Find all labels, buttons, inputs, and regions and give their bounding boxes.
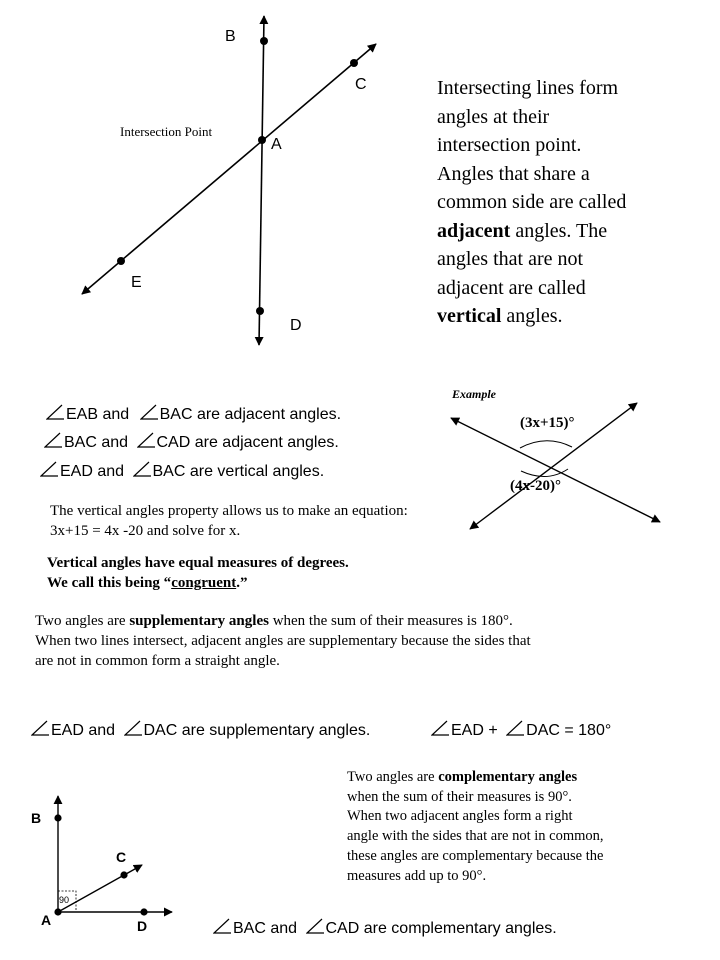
angle-symbol-icon — [44, 432, 63, 448]
angle-symbol-icon — [140, 404, 159, 420]
complementary-paragraph — [347, 768, 604, 886]
example-title: Example — [452, 387, 496, 401]
vertical-term: vertical — [437, 305, 502, 327]
point-e — [117, 257, 125, 265]
supp-text-a: Two angles are — [35, 613, 130, 629]
congruent-line-2 — [47, 573, 349, 593]
angle-symbol-icon — [506, 720, 525, 736]
fig2-label-a: A — [41, 912, 52, 928]
statement-part: DAC are supplementary angles. — [143, 722, 371, 739]
supplementary-line-1 — [35, 611, 531, 631]
point-d — [256, 307, 264, 315]
ray-ac — [58, 865, 142, 912]
supplementary-line-2: When two lines intersect, adjacent angles are supplementary because the sides that — [35, 633, 531, 649]
congruent-line-2-b: .” — [236, 575, 248, 591]
congruent-note — [47, 553, 349, 593]
angle-symbol-icon — [431, 720, 450, 736]
line-ec — [82, 44, 376, 294]
vertical-property-line: The vertical angles property allows us to make an equation: — [50, 503, 408, 519]
complementary-line-6: measures add up to 90°. — [347, 867, 487, 884]
complementary-line-3: When two adjacent angles form a right — [347, 808, 573, 825]
point2-b — [54, 814, 61, 821]
statement-part: DAC = 180° — [526, 722, 612, 739]
angle-symbol-icon — [46, 404, 65, 420]
congruent-term: congruent — [171, 575, 237, 591]
congruent-line-1: Vertical angles have equal measures of degrees. — [47, 555, 349, 571]
intro-text-2: angles. The angles that are not adjacent are called — [437, 219, 608, 299]
statement-part: BAC are adjacent angles. — [159, 406, 342, 423]
point-c — [350, 59, 358, 67]
angle-symbol-icon — [133, 461, 152, 477]
fig2-label-b: B — [31, 810, 42, 826]
point-a — [258, 136, 266, 144]
point-b — [260, 37, 268, 45]
example-top-arc — [520, 441, 572, 448]
supp-text-b: when the sum of their measures is 180°. — [268, 613, 513, 629]
fig2-label-d: D — [137, 918, 148, 934]
example-bottom-angle: (4x-20)° — [510, 478, 561, 494]
comp-text-a: Two angles are — [347, 769, 439, 785]
angle-symbol-icon — [137, 432, 156, 448]
statement-part: EAB and — [66, 406, 130, 423]
label-e: E — [131, 274, 142, 291]
point2-c — [120, 871, 127, 878]
statement-adjacent-1 — [46, 404, 341, 424]
right-angle-label: 90 — [59, 895, 70, 905]
supplementary-term: supplementary angles — [129, 613, 269, 629]
complementary-line-5: these angles are complementary because the — [347, 847, 604, 864]
intersection-point-label: Intersection Point — [120, 124, 213, 139]
statement-part: BAC are vertical angles. — [152, 463, 325, 480]
vertical-property-text — [50, 501, 408, 541]
supplementary-line-3: are not in common form a straight angle. — [35, 653, 280, 669]
statement-adjacent-2 — [44, 432, 339, 452]
statement-part: BAC and — [233, 920, 298, 937]
complementary-line-4: angle with the sides that are not in common, — [347, 828, 604, 845]
complementary-term: complementary angles — [438, 769, 578, 785]
angle-symbol-icon — [124, 720, 143, 736]
statement-vertical — [40, 461, 324, 481]
line-bd — [259, 16, 264, 345]
label-d: D — [290, 317, 302, 334]
statement-part: EAD and — [60, 463, 125, 480]
label-a: A — [271, 136, 282, 153]
supplementary-paragraph — [35, 611, 531, 671]
complementary-line-1 — [347, 768, 604, 788]
statement-part: CAD are complementary angles. — [325, 920, 557, 937]
label-c: C — [355, 76, 367, 93]
complementary-example — [213, 918, 557, 938]
point2-a — [54, 908, 61, 915]
statement-part: CAD are adjacent angles. — [156, 434, 339, 451]
vertical-property-line: 3x+15 = 4x -20 and solve for x. — [50, 523, 241, 539]
intro-paragraph — [437, 74, 637, 331]
intro-text-3: angles. — [501, 305, 563, 327]
angle-symbol-icon — [31, 720, 50, 736]
congruent-line-2-a: We call this being “ — [47, 575, 172, 591]
adjacent-term: adjacent — [437, 219, 511, 242]
point2-d — [140, 908, 147, 915]
supplementary-example — [31, 720, 370, 740]
statement-part: EAD + — [451, 722, 498, 739]
intro-text-1: Intersecting lines form angles at their intersection point. Angles that share a common side are called — [437, 77, 627, 213]
angle-symbol-icon — [306, 918, 325, 934]
example-top-angle: (3x+15)° — [520, 415, 575, 431]
example-line-1 — [451, 418, 660, 522]
supplementary-sum — [431, 720, 611, 740]
label-b: B — [225, 28, 236, 45]
angle-symbol-icon — [213, 918, 232, 934]
statement-part: BAC and — [64, 434, 129, 451]
statement-part: EAD and — [51, 722, 116, 739]
angle-symbol-icon — [40, 461, 59, 477]
fig2-label-c: C — [116, 849, 127, 865]
complementary-line-2: when the sum of their measures is 90°. — [347, 788, 572, 805]
